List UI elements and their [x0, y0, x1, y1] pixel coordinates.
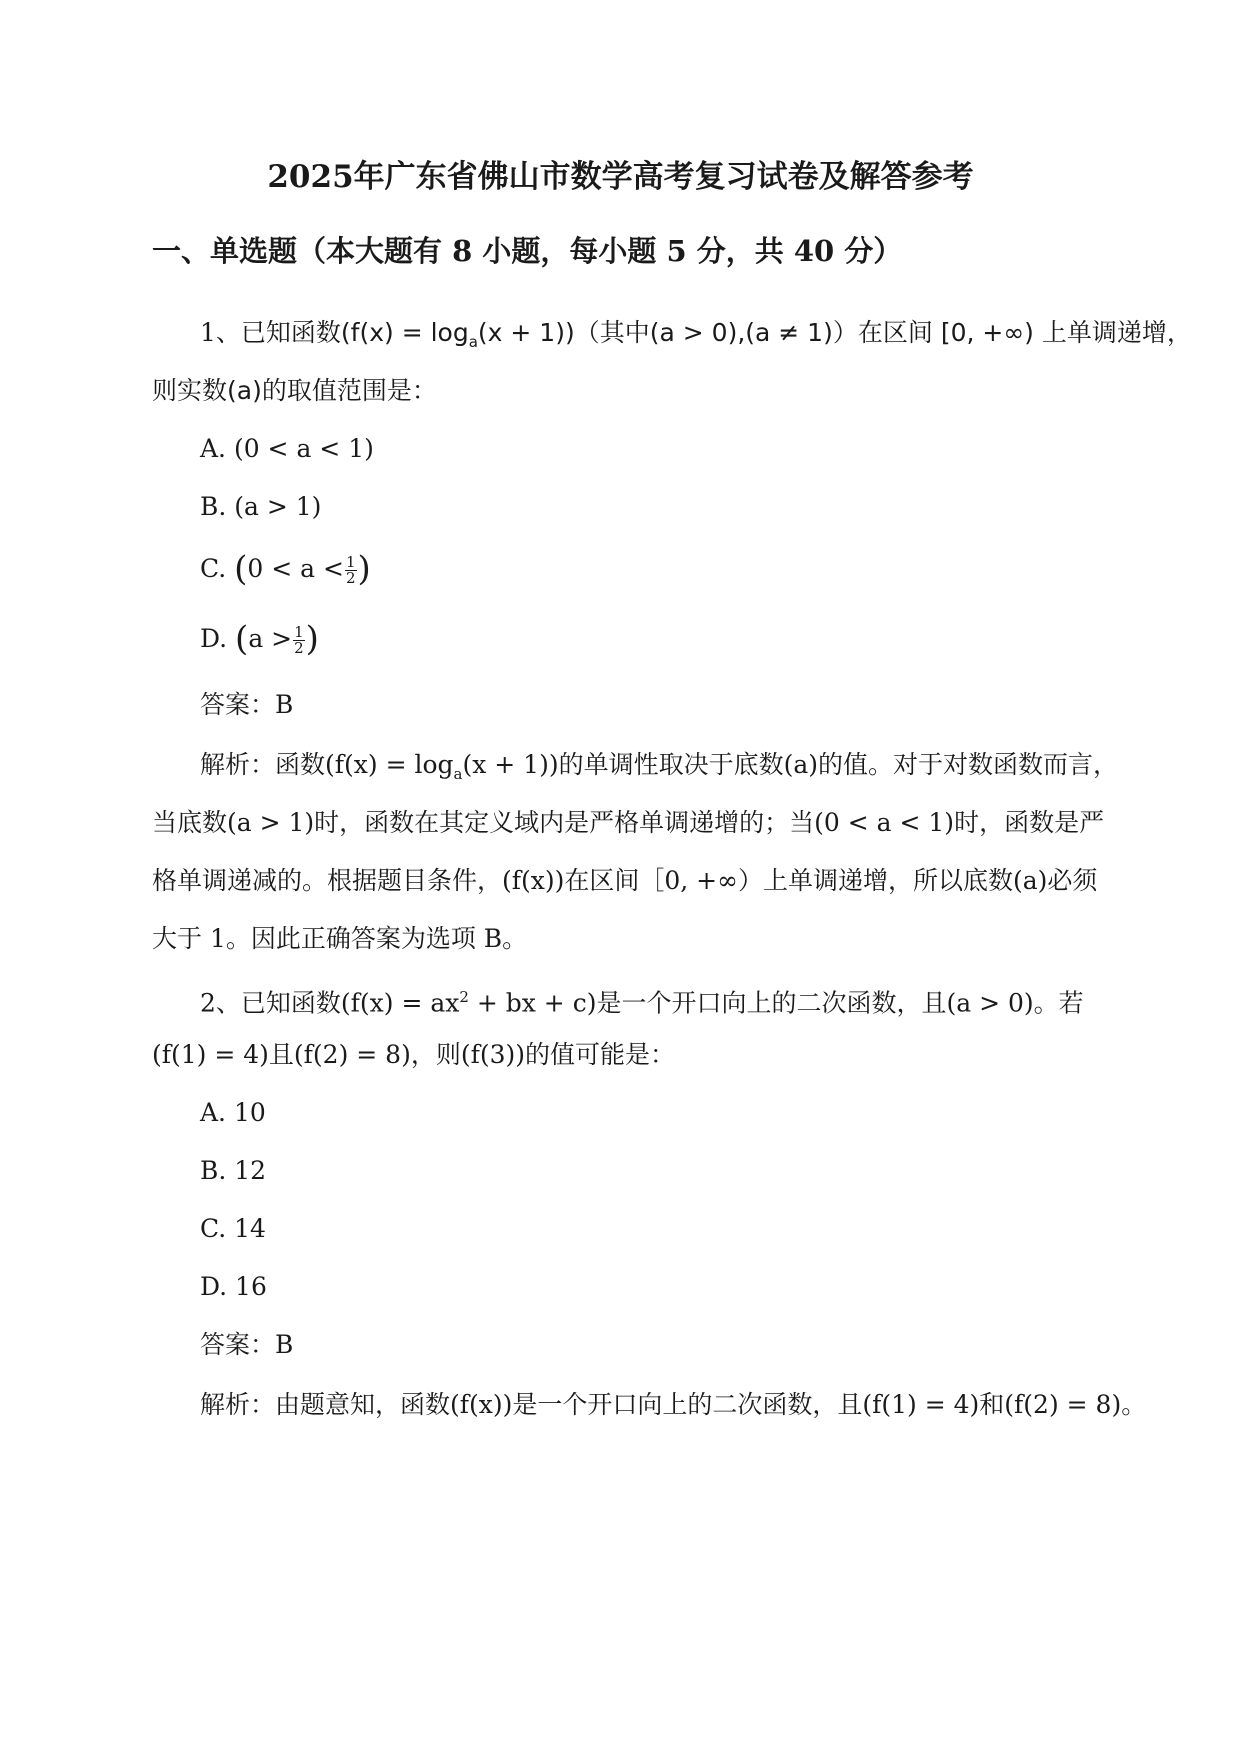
q2-answer: 答案：B: [200, 1330, 294, 1359]
question-2-stem-line-2: (f(1) = 4)且(f(2) = 8)，则(f(3))的值可能是：: [152, 1040, 676, 1069]
q1-stem-func: $(f(x) = \log_a(x + 1))$: [340, 318, 575, 351]
q1-analysis-line-1: 解析：函数$(f(x) = \log_a(x + 1))$的单调性取决于底数(a)的值。对于对数函数而言，: [200, 750, 1119, 783]
q1-stem-mid2: ）在区间: [832, 318, 933, 347]
question-2-stem-line-1: 2、已知函数($f(x) = ax^2$ + bx + c)是一个开口向上的二次函数，且(a > 0)。若: [200, 988, 1084, 1018]
q1-analysis-line-2: 当底数(a > 1)时，函数在其定义域内是严格单调递增的；当(0 < a < 1)时，函数是严: [152, 808, 1105, 837]
q1-option-b: B. (a > 1): [200, 492, 322, 521]
q1-stem-end: 上单调递增，: [1041, 318, 1192, 347]
q1-option-a: A. (0 < a < 1): [200, 434, 374, 463]
q2-option-c: C. 14: [200, 1214, 266, 1243]
q2-analysis-line-1: 解析：由题意知，函数(f(x))是一个开口向上的二次函数，且(f(1) = 4)和(f(2) = 8)。: [200, 1390, 1147, 1419]
q1-analysis-line-4: 大于 1。因此正确答案为选项 B。: [152, 924, 528, 953]
q1-stem-cond: (a > 0),(a ≠ 1): [649, 318, 833, 347]
q1-option-d: D. (a > $\frac{1}{2}$ ): [200, 619, 319, 659]
q1-stem-prefix: 1、已知函数: [200, 318, 341, 347]
page-title: 2025年广东省佛山市数学高考复习试卷及解答参考: [267, 159, 974, 195]
q1-stem-mid: （其中: [574, 318, 650, 347]
question-1-stem-line-1: [200, 316, 1192, 359]
q1-answer: 答案：B: [200, 690, 294, 719]
q1-analysis-line-3: 格单调递减的。根据题目条件，(f(x))在区间［0, +∞）上单调递增，所以底数(a)必须: [152, 866, 1098, 895]
q2-option-b: B. 12: [200, 1156, 267, 1185]
fraction-one-half: $\frac{1}{2}$: [345, 553, 356, 587]
q1-option-c: C. (0 < a < $\frac{1}{2}$ ): [200, 549, 371, 589]
section-heading: 一、单选题（本大题有 8 小题，每小题 5 分，共 40 分）: [152, 234, 903, 268]
q2-option-a: A. 10: [200, 1098, 266, 1127]
q1-stem-interval: [0, +∞): [940, 318, 1034, 347]
q2-option-d: D. 16: [200, 1272, 267, 1301]
fraction-one-half: $\frac{1}{2}$: [294, 623, 304, 657]
question-1-stem-line-2: 则实数(a)的取值范围是：: [152, 376, 437, 405]
